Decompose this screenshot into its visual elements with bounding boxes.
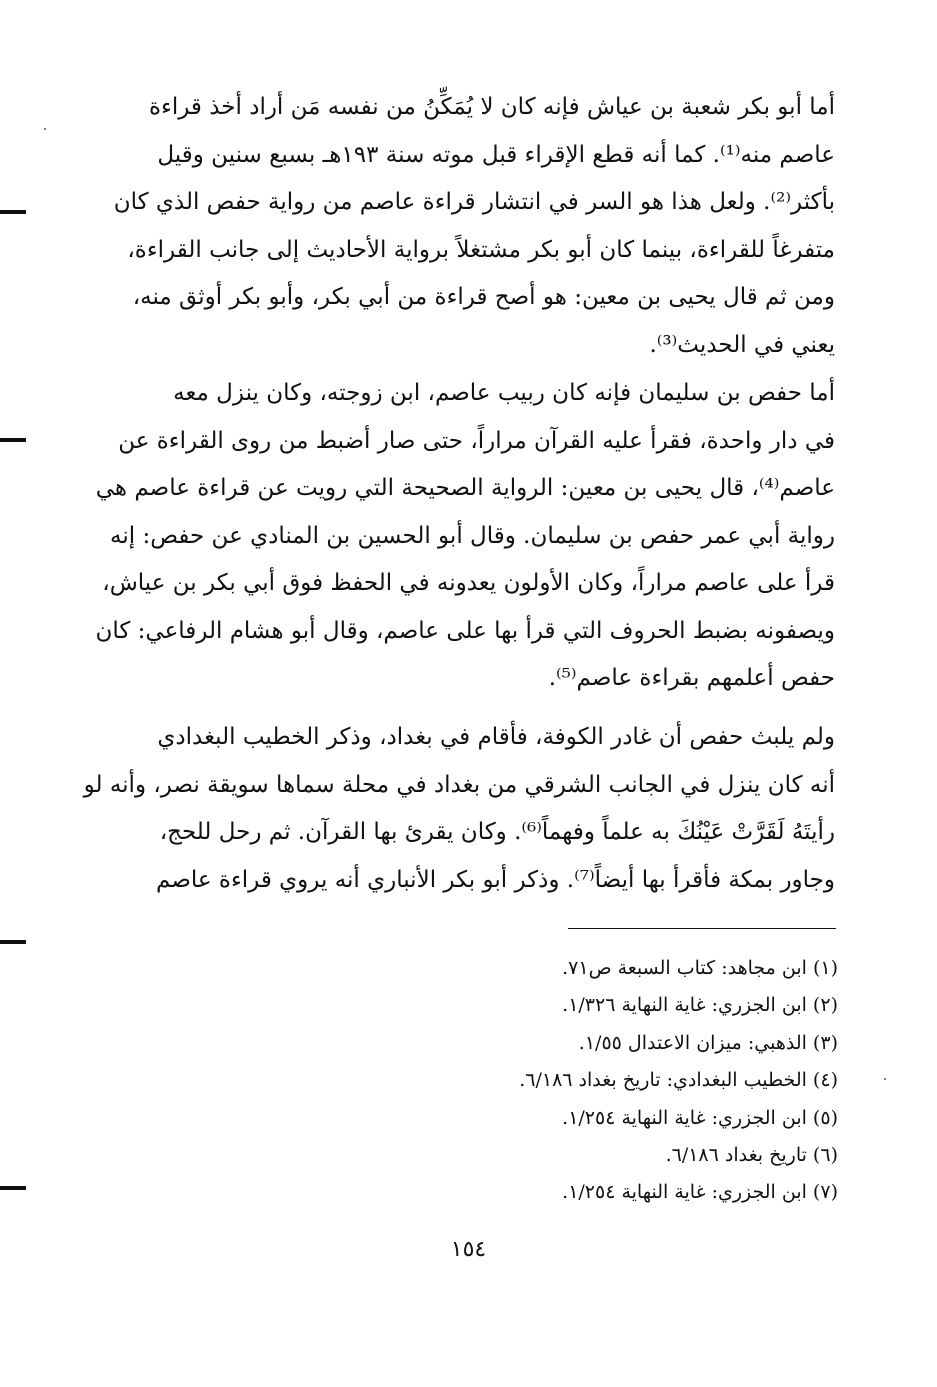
page-number: ١٥٤ bbox=[450, 1237, 487, 1262]
text-line: متفرغاً للقراءة، بينما كان أبو بكر مشتغلاً برواية الأحاديث إلى جانب القراءة، bbox=[127, 236, 835, 263]
text-line: رأيتَهُ لَقَرَّتْ عَيْنُكَ به علماً وفهماً⁽⁶⁾. وكان يقرئ بها القرآن. ثم رحل للحج، bbox=[159, 819, 835, 845]
paragraph-hafs bbox=[80, 370, 835, 703]
text-line: رواية أبي عمر حفص بن سليمان. وقال أبو الحسين بن المنادي عن حفص: إنه bbox=[110, 522, 835, 549]
text-line: قرأ على عاصم مراراً، وكان الأولون يعدونه في الحفظ فوق أبي بكر بن عياش، bbox=[102, 570, 835, 596]
text-line: حفص أعلمهم بقراءة عاصم⁽⁵⁾. bbox=[548, 665, 835, 691]
footnote-2: (٢) ابن الجزري: غاية النهاية ١/٣٢٦. bbox=[562, 994, 838, 1017]
text-line: ويصفونه بضبط الحروف التي قرأ بها على عاصم، وقال أبو هشام الرفاعي: كان bbox=[95, 617, 835, 644]
paragraph-abu-bakr bbox=[80, 84, 835, 369]
text-line: يعني في الحديث⁽³⁾. bbox=[649, 331, 835, 358]
text-line: وجاور بمكة فأقرأ بها أيضاً⁽⁷⁾. وذكر أبو بكر الأنباري أنه يروي قراءة عاصم bbox=[156, 866, 835, 893]
scan-speck bbox=[884, 1078, 886, 1080]
text-line: أما أبو بكر شعبة بن عياش فإنه كان لا يُمَكِّنُ من نفسه مَن أراد أخذ قراءة bbox=[148, 94, 835, 120]
footnote-5: (٥) ابن الجزري: غاية النهاية ١/٢٥٤. bbox=[562, 1106, 838, 1129]
scan-edge-mark bbox=[0, 210, 26, 214]
text-line: بأكثر⁽²⁾. ولعل هذا هو السر في انتشار قراءة عاصم من رواية حفص الذي كان bbox=[113, 189, 835, 215]
paragraph-baghdad bbox=[80, 714, 835, 904]
text-line: ولم يلبث حفص أن غادر الكوفة، فأقام في بغداد، وذكر الخطيب البغدادي bbox=[157, 724, 835, 750]
footnotes bbox=[519, 950, 838, 1212]
footnote-separator bbox=[568, 928, 836, 929]
text-line: عاصم منه⁽¹⁾. كما أنه قطع الإقراء قبل موته سنة ١٩٣هـ بسبع سنين وقيل bbox=[157, 141, 835, 168]
text-line: أما حفص بن سليمان فإنه كان ربيب عاصم، ابن زوجته، وكان ينزل معه bbox=[173, 380, 835, 406]
text-line: عاصم⁽⁴⁾، قال يحيى بن معين: الرواية الصحيحة التي رويت عن قراءة عاصم هي bbox=[95, 475, 835, 501]
footnote-4: (٤) الخطيب البغدادي: تاريخ بغداد ٦/١٨٦. bbox=[519, 1069, 838, 1092]
text-line: أنه كان ينزل في الجانب الشرقي من بغداد في محلة سماها سويقة نصر، وأنه لو bbox=[83, 771, 835, 798]
text-line: ومن ثم قال يحيى بن معين: هو أصح قراءة من أبي بكر، وأبو بكر أوثق منه، bbox=[132, 284, 835, 310]
footnote-1: (١) ابن مجاهد: كتاب السبعة ص٧١. bbox=[562, 957, 838, 979]
footnote-6: (٦) تاريخ بغداد ٦/١٨٦. bbox=[665, 1143, 838, 1166]
footnote-3: (٣) الذهبي: ميزان الاعتدال ١/٥٥. bbox=[578, 1031, 838, 1054]
scan-edge-mark bbox=[0, 1186, 26, 1190]
scan-speck bbox=[44, 128, 46, 130]
scan-edge-mark bbox=[0, 940, 26, 944]
footnote-7: (٧) ابن الجزري: غاية النهاية ١/٢٥٤. bbox=[562, 1181, 838, 1204]
scan-edge-mark bbox=[0, 438, 26, 442]
text-line: في دار واحدة، فقرأ عليه القرآن مراراً، حتى صار أضبط من روى القراءة عن bbox=[118, 427, 835, 454]
